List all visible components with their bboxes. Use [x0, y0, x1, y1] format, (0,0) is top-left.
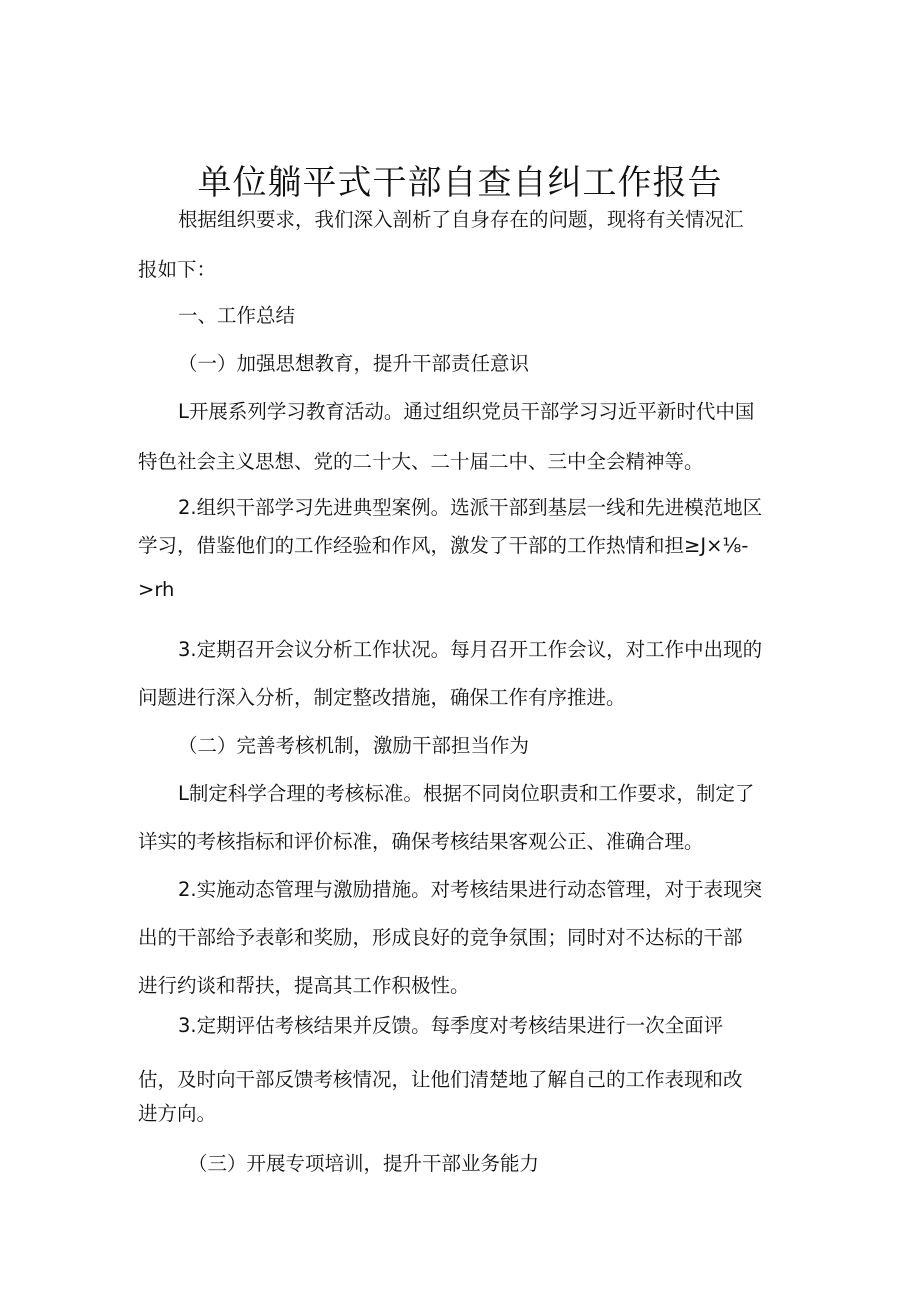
paragraph-line: 详实的考核指标和评价标准，确保考核结果客观公正、准确合理。 — [138, 830, 704, 853]
section-heading: 一、工作总结 — [178, 304, 296, 327]
paragraph-line: 进方向。 — [138, 1102, 217, 1125]
subsection-heading: （三）开展专项培训，提升干部业务能力 — [188, 1152, 540, 1175]
paragraph-line: 根据组织要求，我们深入剖析了自身存在的问题，现将有关情况汇 — [178, 208, 744, 231]
paragraph-line: 出的干部给予表彰和奖励，形成良好的竞争氛围；同时对不达标的干部 — [138, 926, 743, 949]
paragraph-line: L开展系列学习教育活动。通过组织党员干部学习习近平新时代中国 — [178, 400, 755, 423]
document-title: 单位躺平式干部自查自纠工作报告 — [197, 162, 723, 203]
paragraph-line: 报如下： — [138, 258, 217, 281]
paragraph-line: 3.定期召开会议分析工作状况。每月召开工作会议，对工作中出现的 — [178, 638, 763, 661]
paragraph-line: 进行约谈和帮扶，提高其工作积极性。 — [138, 974, 470, 997]
subsection-heading: （二）完善考核机制，激励干部担当作为 — [178, 734, 530, 757]
paragraph-line: 估，及时向干部反馈考核情况，让他们清楚地了解自己的工作表现和改 — [138, 1068, 743, 1091]
paragraph-line: 2.实施动态管理与激励措施。对考核结果进行动态管理，对于表现突 — [178, 878, 763, 901]
paragraph-line: 特色社会主义思想、党的二十大、二十届二中、三中全会精神等。 — [138, 450, 704, 473]
paragraph-line: >rh — [138, 578, 175, 601]
paragraph-line: 学习，借鉴他们的工作经验和作风，激发了干部的工作热情和担≥J×⅛- — [138, 534, 749, 557]
paragraph-line: 问题进行深入分析，制定整改措施，确保工作有序推进。 — [138, 686, 626, 709]
paragraph-line: 3.定期评估考核结果并反馈。每季度对考核结果进行一次全面评 — [178, 1014, 724, 1037]
paragraph-line: 2.组织干部学习先进典型案例。选派干部到基层一线和先进模范地区 — [178, 496, 763, 519]
subsection-heading: （一）加强思想教育，提升干部责任意识 — [178, 352, 530, 375]
paragraph-line: L制定科学合理的考核标准。根据不同岗位职责和工作要求，制定了 — [178, 782, 755, 805]
